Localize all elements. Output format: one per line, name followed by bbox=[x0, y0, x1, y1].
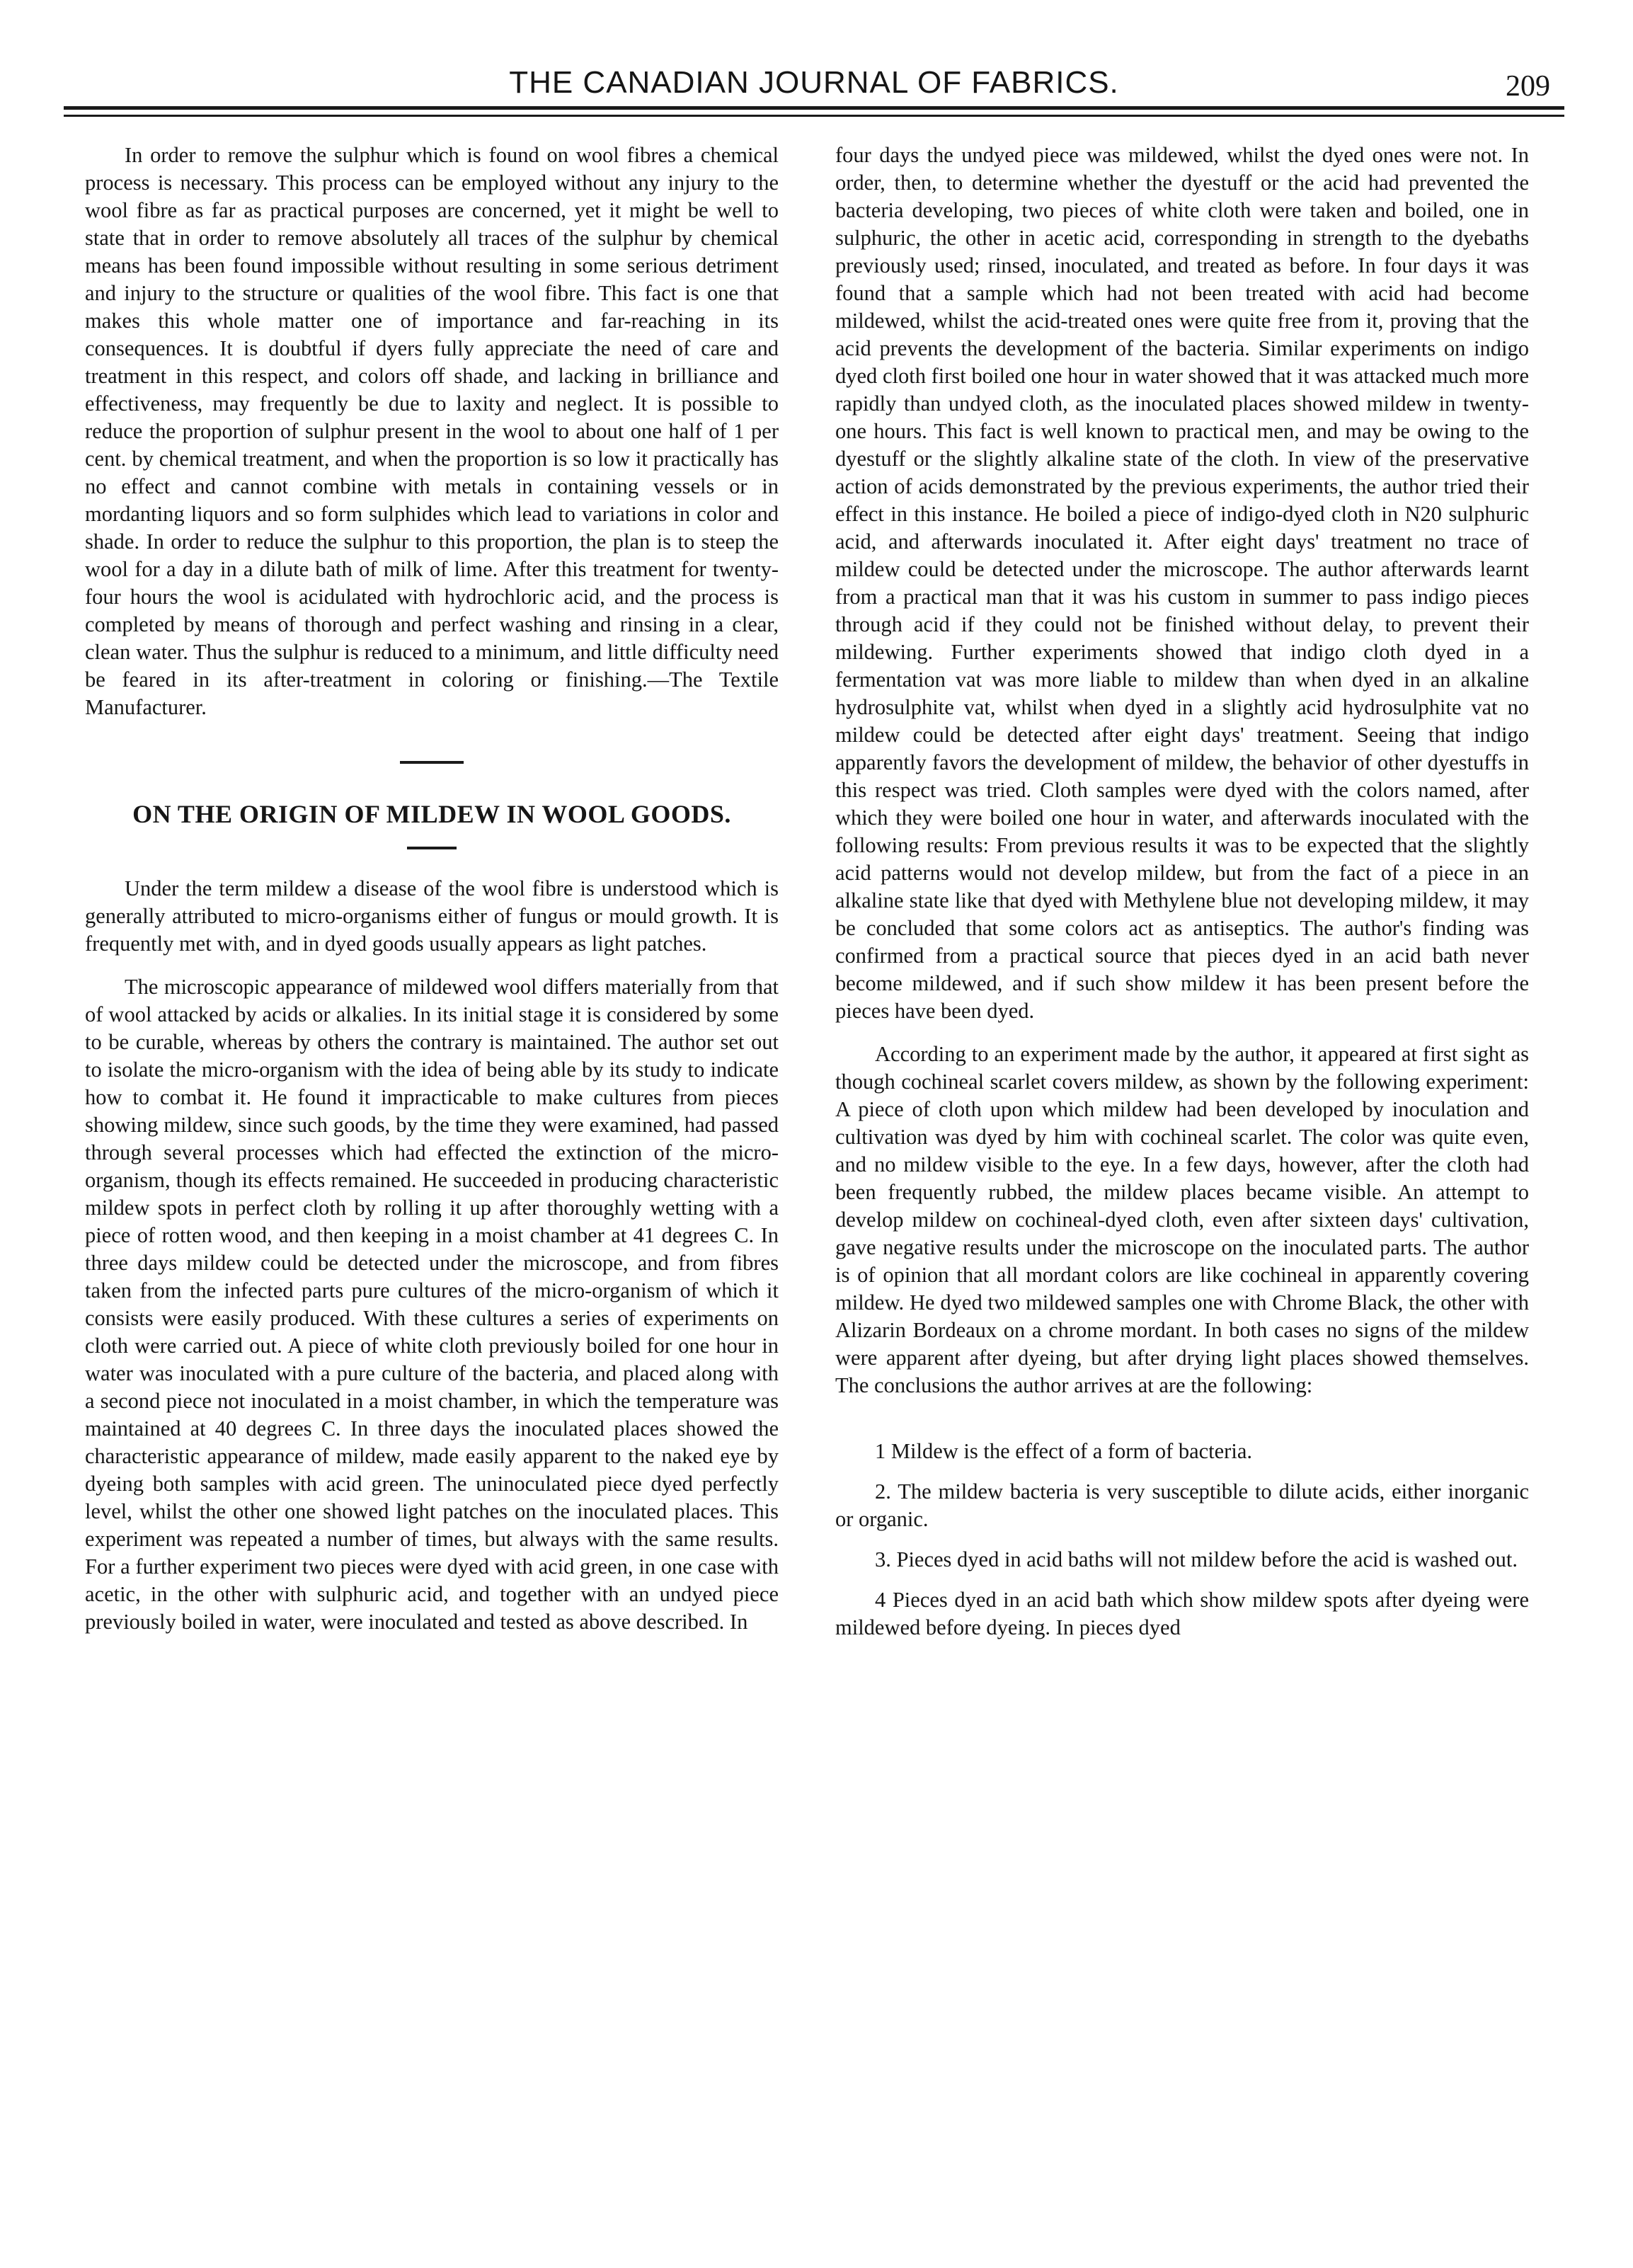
header-rule-thick bbox=[64, 106, 1564, 110]
page-header bbox=[64, 65, 1564, 108]
list-item: 4 Pieces dyed in an acid bath which show mildew spots after dyeing were mildewed before dyeing. In pieces dyed bbox=[835, 1588, 1529, 1639]
sulphur-paragraph: In order to remove the sulphur which is found on wool fibres a chemical process is necessary. This process can be employed without any injury to the wool fibre as far as practical purposes are concerned, yet it might be well to state that in order to remove absolutely all traces of the sulphur by chemical means has been found impossible without resulting in some serious detriment and injury to the structure or qualities of the wool fibre. This fact is one that makes this whole matter one of importance and far-reaching in its consequences. It is doubtful if dyers fully appreciate the need of care and treatment in this respect, and colors off shade, and lacking in brilliance and effectiveness, may frequently be due to laxity and neglect. It is possible to reduce the proportion of sulphur present in the wool to about one half of 1 per cent. by chemical treatment, and when the proportion is so low it practically has no effect and cannot combine with metals in containing vessels or in mordanting liquors and so form sulphides which lead to variations in color and shade. In order to reduce the sulphur to this proportion, the plan is to steep the wool for a day in a dilute bath of milk of lime. After this treatment for twenty-four hours the wool is acidulated with hydrochloric acid, and the process is completed by means of thorough and perfect washing and rinsing in a clear, clean water. Thus the sulphur is reduced to a minimum, and little difficulty need be feared in its after-treatment in coloring or finishing.—The Textile Manufacturer. bbox=[85, 143, 779, 719]
header-rule-thin bbox=[64, 115, 1564, 117]
cochineal-paragraph: According to an experiment made by the author, it appeared at first sight as though cochineal scarlet covers mildew, as shown by the following experiment: A piece of cloth upon which mildew had been developed by inoculation and cultivation was dyed by him with cochineal scarlet. The color was quite even, and no mildew visible to the eye. In a few days, however, after the cloth had been frequently rubbed, the mildew places became visible. An attempt to develop mildew on cochineal-dyed cloth, even after sixteen days' cultivation, gave negative results under the microscope on the inoculated parts. The author is of opinion that all mordant colors are like cochineal in apparently covering mildew. He dyed two mildewed samples one with Chrome Black, the other with Alizarin Bordeaux on a chrome mordant. In both cases no signs of the mildew were apparent after dyeing, but after drying light places showed themselves. The conclusions the author arrives at are the following: bbox=[835, 1042, 1529, 1397]
journal-title: THE CANADIAN JOURNAL OF FABRICS. bbox=[509, 65, 1119, 100]
microscopic-paragraph: The microscopic appearance of mildewed wool differs materially from that of wool attacked by acids or alkalies. In its initial stage it is considered by some to be curable, whereas by others the contrary is maintained. The author set out to isolate the micro-organism with the idea of being able by its study to indicate how to combat it. He found it impracticable to make cultures from pieces showing mildew, since such goods, by the time they were examined, had passed through several processes which had effected the extinction of the micro-organism, though its effects remained. He succeeded in producing characteristic mildew spots in perfect cloth by rolling it up after thoroughly wetting with a piece of rotten wood, and then keeping in a moist chamber at 41 degrees C. In three days mildew could be detected under the microscope, and from fibres taken from the infected parts pure cultures of the micro-organism of which it consists were easily produced. With these cultures a series of experiments on cloth were carried out. A piece of white cloth previously boiled for one hour in water was inoculated with a pure culture of the bacteria, and placed along with a second piece not inoculated in a moist chamber, in which the temperature was maintained at 40 degrees C. In three days the inoculated places showed the characteristic appearance of mildew, made easily apparent to the naked eye by dyeing both samples with acid green. The uninoculated piece dyed perfectly level, whilst the other one showed light patches on the inoculated places. This experiment was repeated a number of times, but always with the same results. For a further experiment two pieces were dyed with acid green, in one case with acetic, in the other with sulphuric acid, and together with an undyed piece previously boiled in water, were inoculated and tested as above described. In bbox=[85, 975, 779, 1634]
mildew-intro-paragraph: Under the term mildew a disease of the wool fibre is understood which is generally attributed to micro-organisms either of fungus or mould growth. It is frequently met with, and in dyed goods usually appears as light patches. bbox=[85, 876, 779, 956]
right-column bbox=[835, 142, 1529, 1654]
list-item: 3. Pieces dyed in acid baths will not mildew before the acid is washed out. bbox=[875, 1547, 1518, 1571]
left-column bbox=[85, 142, 779, 1651]
page-number: 209 bbox=[1506, 70, 1550, 103]
heading-divider bbox=[407, 847, 457, 849]
experiments-paragraph: four days the undyed piece was mildewed, whilst the dyed ones were not. In order, then, to determine whether the dyestuff or the acid had prevented the bacteria developing, two pieces of white cloth were taken and boiled, one in sulphuric, the other in acetic acid, corresponding in strength to the dyebaths previously used; rinsed, inoculated, and treated as before. In four days it was found that a sample which had not been treated with acid had become mildewed, whilst the acid-treated ones were quite free from it, proving that the acid prevents the development of the bacteria. Similar experiments on indigo dyed cloth first boiled one hour in water showed that it was attacked much more rapidly than undyed cloth, as the inoculated places showed mildew in twenty-one hours. This fact is well known to practical men, and may be owing to the dyestuff or the slightly alkaline state of the cloth. In view of the preservative action of acids demonstrated by the previous experiments, the author tried their effect in this instance. He boiled a piece of indigo-dyed cloth in N20 sulphuric acid, and afterwards inoculated it. After eight days' treatment no trace of mildew could be detected under the microscope. The author afterwards learnt from a practical man that it was his custom in summer to pass indigo pieces through acid if they could not be finished without delay, to prevent their mildewing. Further experiments showed that indigo cloth dyed in a fermentation vat was more liable to mildew than when dyed in an alkaline hydrosulphite vat, whilst when dyed in a slightly acid hydrosulphite vat no mildew could be detected after eight days' treatment. Seeing that indigo apparently favors the development of mildew, the behavior of other dyestuffs in this respect was tried. Cloth samples were dyed with the colors named, after which they were boiled one hour in water, and afterwards inoculated with the following results: From previous results it was to be expected that the slightly acid patterns would not develop mildew, but from the fact of a piece in an alkaline state like that dyed with Methylene blue not developing mildew, it may be concluded that some colors act as antiseptics. The author's finding was confirmed from a practical source that pieces dyed in an acid bath never become mildewed, and if such show mildew it has been present before the pieces have been dyed. bbox=[835, 143, 1529, 1023]
list-item: 1 Mildew is the effect of a form of bacteria. bbox=[875, 1439, 1252, 1463]
section-divider bbox=[400, 761, 464, 764]
article-heading: ON THE ORIGIN OF MILDEW IN WOOL GOODS. bbox=[132, 800, 731, 828]
header-rules bbox=[64, 106, 1564, 123]
list-item: 2. The mildew bacteria is very susceptible to dilute acids, either inorganic or organic. bbox=[835, 1479, 1530, 1531]
conclusions-list bbox=[835, 1438, 1529, 1642]
